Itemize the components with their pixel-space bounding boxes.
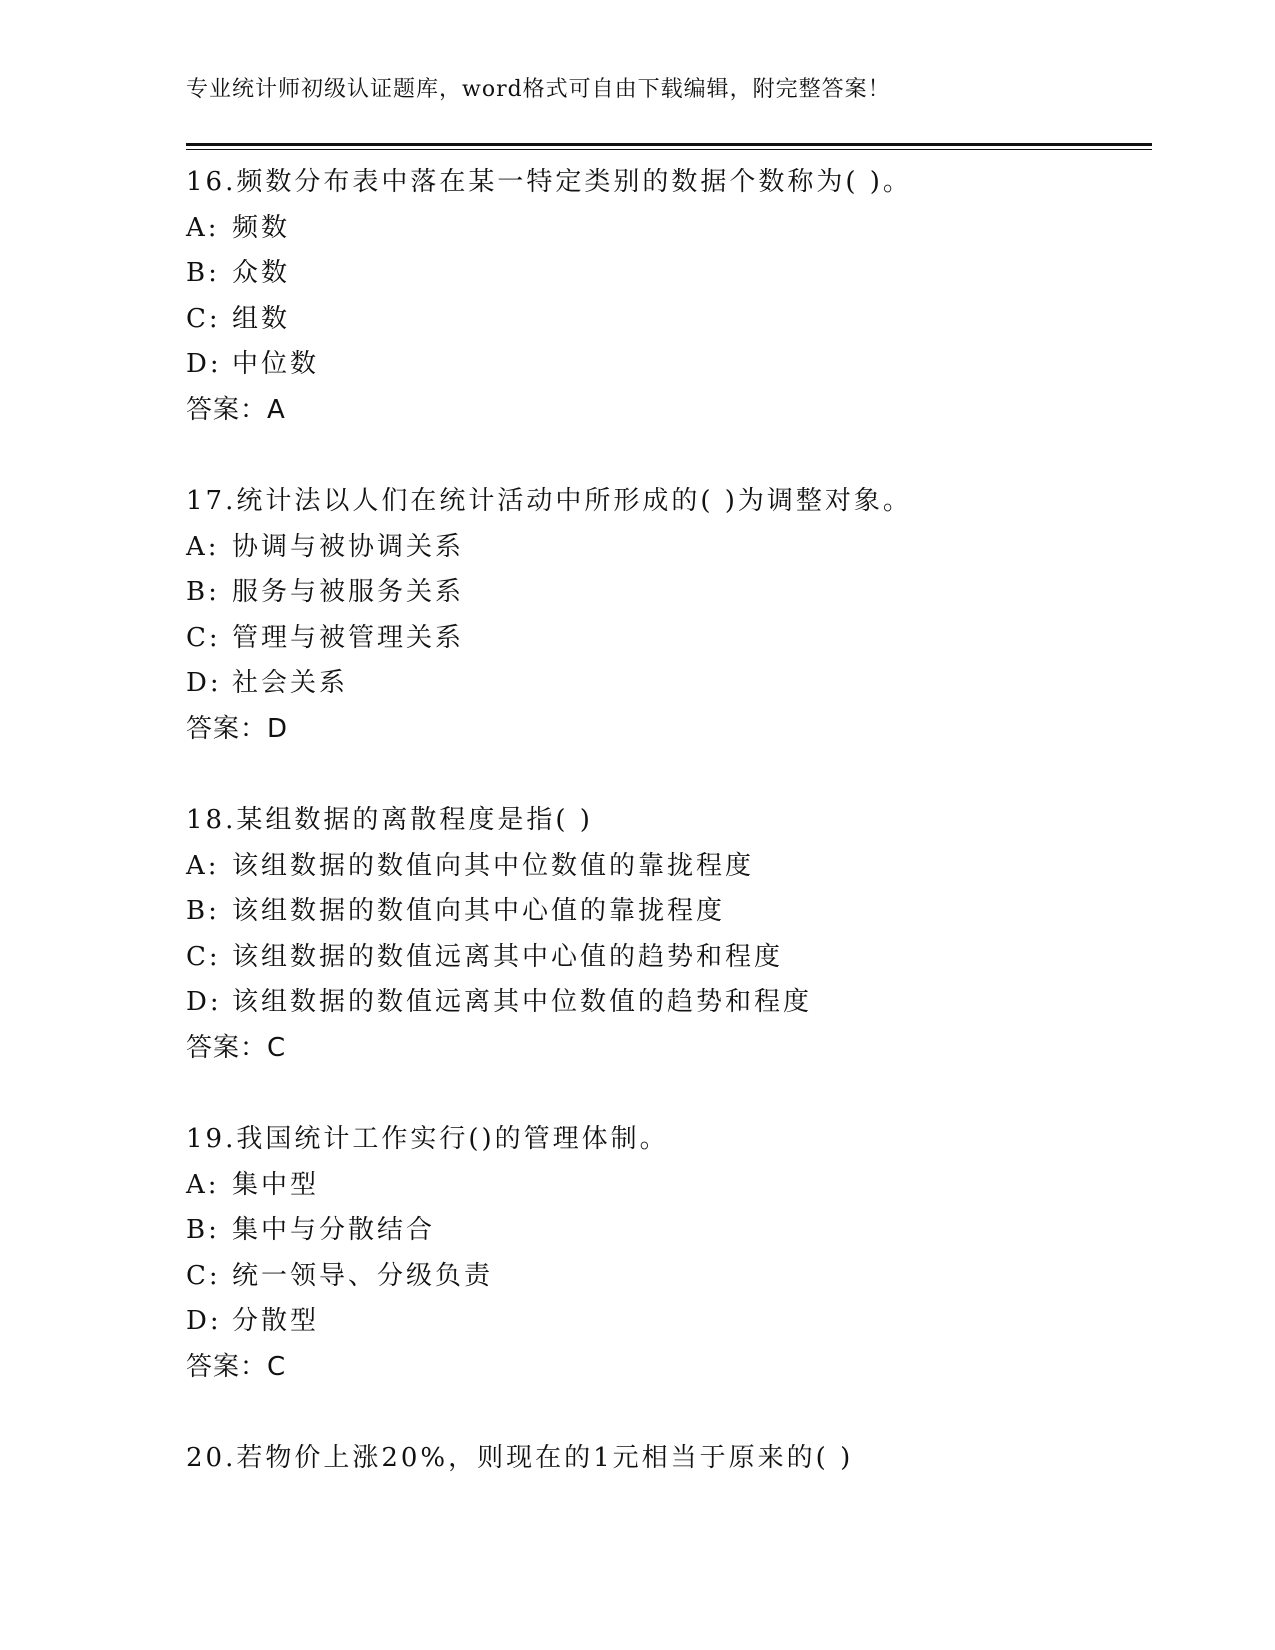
option-letter: D:	[186, 1306, 222, 1336]
option-letter: B:	[186, 1215, 220, 1245]
option-c	[186, 616, 1152, 662]
option-d	[186, 342, 1152, 388]
option-a	[186, 206, 1152, 252]
option-d	[186, 980, 1152, 1026]
question-19	[186, 1117, 1152, 1390]
answer-line: 答案：C	[186, 1351, 287, 1382]
option-b	[186, 570, 1152, 616]
option-text: 管理与被管理关系	[232, 622, 465, 653]
option-letter: C:	[186, 622, 221, 653]
option-text: 集中与分散结合	[232, 1215, 436, 1245]
option-letter: B:	[186, 258, 220, 288]
option-c	[186, 1254, 1152, 1300]
option-text: 组数	[232, 303, 291, 334]
question-list	[186, 160, 1152, 1528]
option-b	[186, 889, 1152, 935]
answer-line: 答案：A	[186, 394, 286, 425]
option-text: 该组数据的数值向其中位数值的靠拢程度	[232, 850, 755, 881]
option-text: 集中型	[232, 1169, 320, 1200]
option-text: 服务与被服务关系	[232, 577, 465, 607]
question-stem: 18.某组数据的离散程度是指( )	[186, 805, 593, 835]
option-letter: C:	[186, 1260, 221, 1291]
option-text: 该组数据的数值远离其中位数值的趋势和程度	[232, 987, 813, 1017]
option-letter: B:	[186, 577, 220, 607]
option-text: 该组数据的数值向其中心值的靠拢程度	[232, 896, 726, 926]
question-stem: 16.频数分布表中落在某一特定类别的数据个数称为( )。	[186, 167, 912, 197]
question-17	[186, 479, 1152, 752]
option-d	[186, 661, 1152, 707]
option-a	[186, 525, 1152, 571]
option-text: 中位数	[232, 349, 320, 379]
option-letter: C:	[186, 303, 221, 334]
option-text: 该组数据的数值远离其中心值的趋势和程度	[232, 941, 784, 972]
option-a	[186, 1163, 1152, 1209]
option-letter: A:	[186, 850, 220, 881]
question-stem: 19.我国统计工作实行()的管理体制。	[186, 1124, 669, 1154]
option-text: 统一领导、分级负责	[232, 1260, 494, 1291]
option-text: 众数	[232, 258, 291, 288]
option-text: 社会关系	[232, 668, 349, 698]
answer-line: 答案：D	[186, 713, 289, 744]
option-c	[186, 297, 1152, 343]
question-18	[186, 798, 1152, 1071]
option-letter: C:	[186, 941, 221, 972]
option-letter: A:	[186, 531, 220, 562]
option-letter: D:	[186, 668, 222, 698]
option-b	[186, 251, 1152, 297]
question-16	[186, 160, 1152, 433]
option-letter: A:	[186, 212, 220, 243]
option-letter: A:	[186, 1169, 220, 1200]
question-stem: 17.统计法以人们在统计活动中所形成的( )为调整对象。	[186, 486, 912, 516]
page-header: 专业统计师初级认证题库，word格式可自由下载编辑，附完整答案！	[186, 77, 891, 102]
option-text: 协调与被协调关系	[232, 531, 465, 562]
option-text: 频数	[232, 212, 291, 243]
option-text: 分散型	[232, 1306, 320, 1336]
option-letter: D:	[186, 349, 222, 379]
question-20	[186, 1436, 1152, 1482]
option-c	[186, 935, 1152, 981]
answer-line: 答案：C	[186, 1032, 287, 1063]
option-d	[186, 1299, 1152, 1345]
option-a	[186, 844, 1152, 890]
option-letter: B:	[186, 896, 220, 926]
option-letter: D:	[186, 987, 222, 1017]
question-stem: 20.若物价上涨20%，则现在的1元相当于原来的( )	[186, 1443, 854, 1473]
header-rule	[186, 143, 1152, 146]
option-b	[186, 1208, 1152, 1254]
